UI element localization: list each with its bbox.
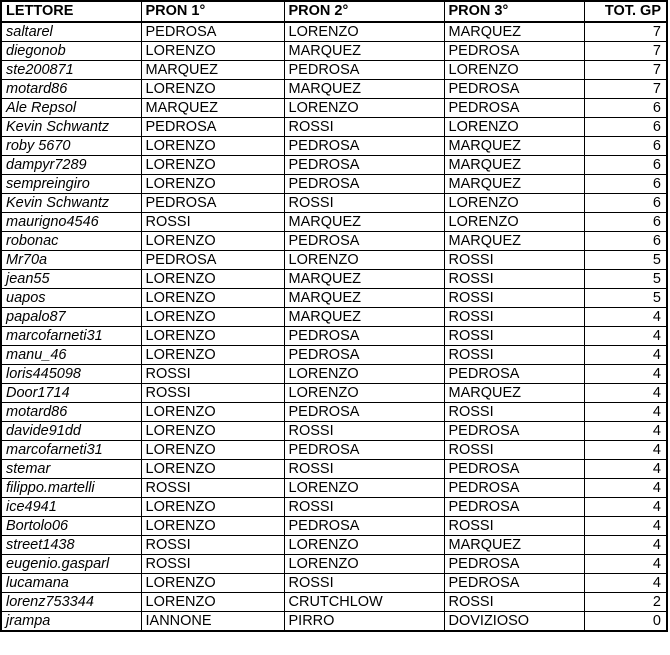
cell-pron2: LORENZO [284, 555, 444, 574]
cell-pron2: LORENZO [284, 479, 444, 498]
table-row[interactable] [1, 137, 667, 156]
cell-pron3: DOVIZIOSO [444, 612, 584, 632]
cell-pron2: LORENZO [284, 99, 444, 118]
cell-pron2: MARQUEZ [284, 289, 444, 308]
cell-pron1: LORENZO [141, 441, 284, 460]
cell-pron3: LORENZO [444, 61, 584, 80]
cell-reader: eugenio.gasparl [1, 555, 141, 574]
cell-pron3: ROSSI [444, 346, 584, 365]
cell-reader: saltarel [1, 22, 141, 42]
cell-tot-gp: 4 [584, 460, 667, 479]
table-row[interactable] [1, 118, 667, 137]
cell-tot-gp: 4 [584, 365, 667, 384]
cell-reader: marcofarneti31 [1, 441, 141, 460]
cell-reader: filippo.martelli [1, 479, 141, 498]
cell-tot-gp: 4 [584, 517, 667, 536]
table-row[interactable] [1, 327, 667, 346]
cell-pron1: PEDROSA [141, 194, 284, 213]
table-row[interactable] [1, 593, 667, 612]
cell-pron1: LORENZO [141, 270, 284, 289]
column-header-pron3[interactable]: PRON 3° [444, 1, 584, 22]
cell-reader: sempreingiro [1, 175, 141, 194]
cell-pron3: PEDROSA [444, 365, 584, 384]
table-row[interactable] [1, 213, 667, 232]
cell-pron3: PEDROSA [444, 498, 584, 517]
cell-pron1: LORENZO [141, 498, 284, 517]
cell-pron3: ROSSI [444, 593, 584, 612]
cell-tot-gp: 6 [584, 156, 667, 175]
cell-reader: jrampa [1, 612, 141, 632]
cell-reader: jean55 [1, 270, 141, 289]
cell-pron2: ROSSI [284, 194, 444, 213]
cell-pron2: ROSSI [284, 422, 444, 441]
cell-reader: manu_46 [1, 346, 141, 365]
cell-pron1: LORENZO [141, 175, 284, 194]
cell-tot-gp: 4 [584, 479, 667, 498]
cell-pron1: LORENZO [141, 460, 284, 479]
cell-tot-gp: 2 [584, 593, 667, 612]
table-row[interactable] [1, 346, 667, 365]
cell-pron3: ROSSI [444, 441, 584, 460]
table-row[interactable] [1, 555, 667, 574]
cell-pron1: LORENZO [141, 403, 284, 422]
cell-tot-gp: 4 [584, 536, 667, 555]
cell-pron3: PEDROSA [444, 42, 584, 61]
cell-reader: motard86 [1, 403, 141, 422]
cell-pron1: ROSSI [141, 536, 284, 555]
table-row[interactable] [1, 574, 667, 593]
cell-pron2: LORENZO [284, 251, 444, 270]
cell-pron2: ROSSI [284, 118, 444, 137]
cell-pron2: MARQUEZ [284, 308, 444, 327]
cell-pron1: MARQUEZ [141, 61, 284, 80]
cell-tot-gp: 6 [584, 118, 667, 137]
cell-tot-gp: 4 [584, 308, 667, 327]
cell-pron1: LORENZO [141, 593, 284, 612]
cell-pron3: ROSSI [444, 517, 584, 536]
table-row[interactable] [1, 517, 667, 536]
cell-pron1: LORENZO [141, 574, 284, 593]
cell-reader: Kevin Schwantz [1, 194, 141, 213]
cell-pron3: MARQUEZ [444, 175, 584, 194]
cell-pron3: ROSSI [444, 327, 584, 346]
cell-pron2: ROSSI [284, 460, 444, 479]
cell-tot-gp: 5 [584, 270, 667, 289]
cell-tot-gp: 6 [584, 194, 667, 213]
cell-pron2: PEDROSA [284, 441, 444, 460]
cell-pron1: LORENZO [141, 289, 284, 308]
cell-reader: loris445098 [1, 365, 141, 384]
cell-pron1: MARQUEZ [141, 99, 284, 118]
cell-pron2: PIRRO [284, 612, 444, 632]
cell-tot-gp: 4 [584, 327, 667, 346]
cell-reader: Door1714 [1, 384, 141, 403]
cell-pron3: MARQUEZ [444, 137, 584, 156]
cell-pron2: PEDROSA [284, 327, 444, 346]
cell-pron2: PEDROSA [284, 346, 444, 365]
cell-pron1: LORENZO [141, 42, 284, 61]
cell-pron2: LORENZO [284, 536, 444, 555]
header-row [1, 1, 667, 22]
cell-pron2: PEDROSA [284, 403, 444, 422]
table-row[interactable] [1, 384, 667, 403]
cell-reader: ste200871 [1, 61, 141, 80]
cell-reader: papalo87 [1, 308, 141, 327]
cell-pron3: ROSSI [444, 289, 584, 308]
cell-pron3: ROSSI [444, 403, 584, 422]
cell-pron3: ROSSI [444, 270, 584, 289]
cell-pron3: MARQUEZ [444, 384, 584, 403]
cell-tot-gp: 4 [584, 346, 667, 365]
cell-tot-gp: 5 [584, 251, 667, 270]
cell-pron2: PEDROSA [284, 156, 444, 175]
cell-pron2: ROSSI [284, 498, 444, 517]
table-row[interactable] [1, 460, 667, 479]
cell-pron2: PEDROSA [284, 517, 444, 536]
cell-reader: dampyr7289 [1, 156, 141, 175]
cell-pron3: PEDROSA [444, 80, 584, 99]
table-row[interactable] [1, 441, 667, 460]
cell-reader: davide91dd [1, 422, 141, 441]
cell-pron3: PEDROSA [444, 460, 584, 479]
cell-tot-gp: 6 [584, 175, 667, 194]
cell-reader: marcofarneti31 [1, 327, 141, 346]
cell-tot-gp: 4 [584, 384, 667, 403]
cell-tot-gp: 7 [584, 42, 667, 61]
cell-reader: street1438 [1, 536, 141, 555]
table-row[interactable] [1, 232, 667, 251]
cell-pron3: PEDROSA [444, 422, 584, 441]
table-row[interactable] [1, 498, 667, 517]
cell-tot-gp: 0 [584, 612, 667, 632]
cell-pron3: MARQUEZ [444, 536, 584, 555]
cell-pron1: LORENZO [141, 80, 284, 99]
cell-pron2: MARQUEZ [284, 80, 444, 99]
cell-pron3: MARQUEZ [444, 22, 584, 42]
cell-tot-gp: 4 [584, 422, 667, 441]
cell-tot-gp: 7 [584, 61, 667, 80]
cell-reader: lucamana [1, 574, 141, 593]
cell-reader: Ale Repsol [1, 99, 141, 118]
table-row[interactable] [1, 251, 667, 270]
cell-tot-gp: 7 [584, 80, 667, 99]
cell-reader: roby 5670 [1, 137, 141, 156]
column-header-tot-gp[interactable]: TOT. GP [584, 1, 667, 22]
table-body [1, 22, 667, 631]
table-row[interactable] [1, 403, 667, 422]
table-row[interactable] [1, 536, 667, 555]
cell-tot-gp: 5 [584, 289, 667, 308]
cell-pron1: LORENZO [141, 422, 284, 441]
cell-pron1: LORENZO [141, 156, 284, 175]
table-row[interactable] [1, 80, 667, 99]
table-header [1, 1, 667, 22]
column-header-lettore[interactable]: LETTORE [1, 1, 141, 22]
cell-pron2: PEDROSA [284, 61, 444, 80]
cell-pron3: ROSSI [444, 251, 584, 270]
cell-pron1: LORENZO [141, 308, 284, 327]
cell-reader: Mr70a [1, 251, 141, 270]
cell-tot-gp: 4 [584, 441, 667, 460]
cell-pron2: LORENZO [284, 384, 444, 403]
cell-pron1: LORENZO [141, 346, 284, 365]
cell-pron3: ROSSI [444, 308, 584, 327]
cell-tot-gp: 4 [584, 574, 667, 593]
cell-pron3: MARQUEZ [444, 232, 584, 251]
cell-tot-gp: 6 [584, 99, 667, 118]
cell-pron1: IANNONE [141, 612, 284, 632]
cell-pron1: ROSSI [141, 365, 284, 384]
cell-tot-gp: 6 [584, 137, 667, 156]
table-row[interactable] [1, 99, 667, 118]
cell-pron1: PEDROSA [141, 251, 284, 270]
cell-pron2: PEDROSA [284, 232, 444, 251]
cell-pron3: MARQUEZ [444, 156, 584, 175]
cell-pron3: PEDROSA [444, 555, 584, 574]
cell-pron2: MARQUEZ [284, 270, 444, 289]
cell-pron2: LORENZO [284, 365, 444, 384]
table-row[interactable] [1, 308, 667, 327]
cell-pron1: LORENZO [141, 137, 284, 156]
table-row[interactable] [1, 194, 667, 213]
cell-pron2: PEDROSA [284, 137, 444, 156]
cell-pron1: ROSSI [141, 213, 284, 232]
table-row[interactable] [1, 365, 667, 384]
column-header-pron1[interactable]: PRON 1° [141, 1, 284, 22]
cell-reader: diegonob [1, 42, 141, 61]
table-row[interactable] [1, 612, 667, 632]
cell-pron1: PEDROSA [141, 22, 284, 42]
table-row[interactable] [1, 42, 667, 61]
cell-pron3: PEDROSA [444, 479, 584, 498]
cell-pron3: PEDROSA [444, 99, 584, 118]
cell-pron2: ROSSI [284, 574, 444, 593]
cell-reader: maurigno4546 [1, 213, 141, 232]
cell-reader: lorenz753344 [1, 593, 141, 612]
table-row[interactable] [1, 61, 667, 80]
cell-pron2: CRUTCHLOW [284, 593, 444, 612]
cell-pron3: LORENZO [444, 194, 584, 213]
cell-tot-gp: 7 [584, 22, 667, 42]
cell-pron2: LORENZO [284, 22, 444, 42]
cell-reader: ice4941 [1, 498, 141, 517]
cell-reader: Bortolo06 [1, 517, 141, 536]
cell-tot-gp: 6 [584, 213, 667, 232]
cell-pron3: LORENZO [444, 213, 584, 232]
cell-tot-gp: 6 [584, 232, 667, 251]
cell-pron2: MARQUEZ [284, 42, 444, 61]
column-header-pron2[interactable]: PRON 2° [284, 1, 444, 22]
table-row[interactable] [1, 422, 667, 441]
cell-pron1: LORENZO [141, 232, 284, 251]
table-row[interactable] [1, 270, 667, 289]
table-row[interactable] [1, 22, 667, 42]
cell-reader: uapos [1, 289, 141, 308]
table-row[interactable] [1, 479, 667, 498]
cell-pron2: PEDROSA [284, 175, 444, 194]
cell-tot-gp: 4 [584, 555, 667, 574]
cell-pron1: PEDROSA [141, 118, 284, 137]
cell-pron3: PEDROSA [444, 574, 584, 593]
cell-pron1: LORENZO [141, 517, 284, 536]
cell-reader: stemar [1, 460, 141, 479]
cell-pron1: ROSSI [141, 479, 284, 498]
table-row[interactable] [1, 289, 667, 308]
cell-pron1: ROSSI [141, 555, 284, 574]
cell-pron2: MARQUEZ [284, 213, 444, 232]
cell-pron3: LORENZO [444, 118, 584, 137]
cell-tot-gp: 4 [584, 403, 667, 422]
cell-pron1: LORENZO [141, 327, 284, 346]
cell-tot-gp: 4 [584, 498, 667, 517]
cell-reader: robonac [1, 232, 141, 251]
table-row[interactable] [1, 156, 667, 175]
cell-reader: Kevin Schwantz [1, 118, 141, 137]
table-row[interactable] [1, 175, 667, 194]
cell-pron1: ROSSI [141, 384, 284, 403]
cell-reader: motard86 [1, 80, 141, 99]
